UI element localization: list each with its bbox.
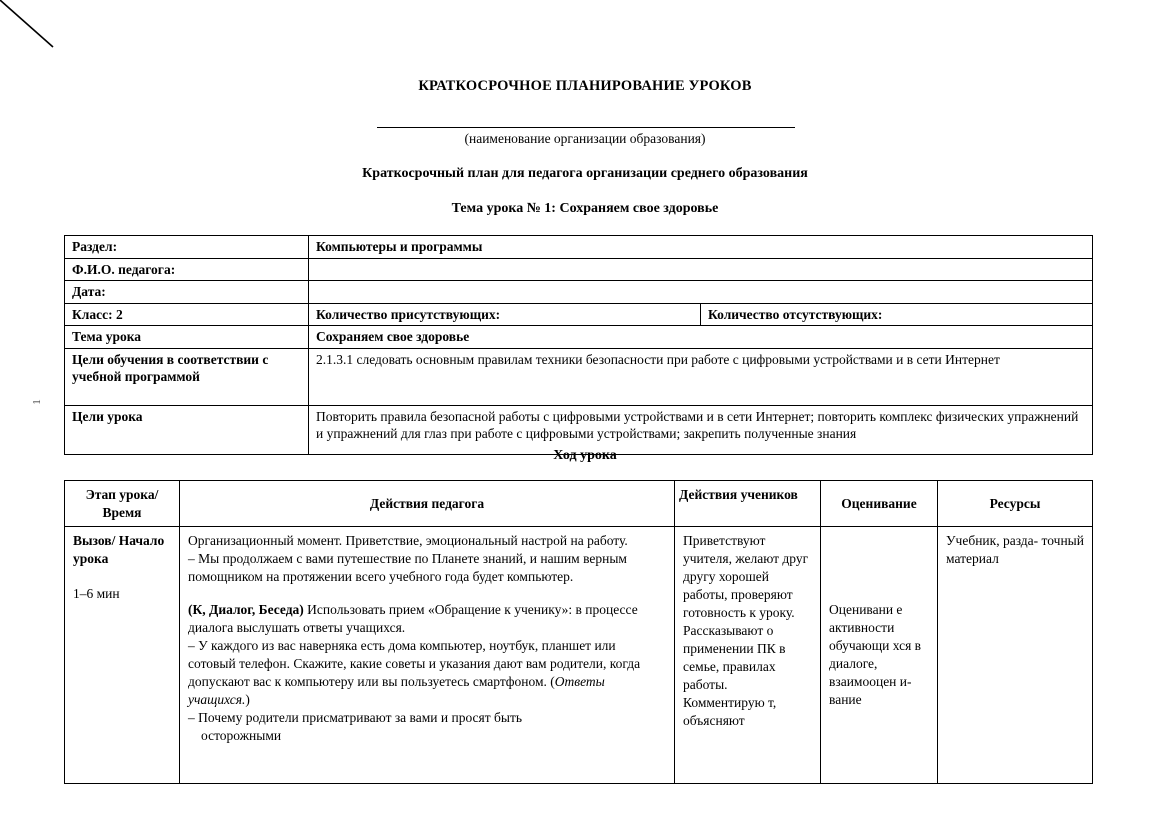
teacher-paragraph-5: – Почему родители присматривают за вами и просят быть [188, 709, 523, 725]
teacher-paragraph-4 [188, 637, 666, 709]
info-value-absent-count: Количество отсутствующих: [701, 303, 1093, 326]
teacher-paragraph-3-rest: Использовать прием «Обращение к ученику»: в процессе диалога выслушать ответы учащихся. [188, 601, 638, 635]
stage-time: 1–6 мин [73, 586, 120, 601]
table-row [65, 326, 1093, 349]
table-row [65, 236, 1093, 259]
teacher-paragraph-4a: – У каждого из вас наверняка есть дома компьютер, ноутбук, планшет или сотовый телефон. Скажите, какие советы и указания дают вам родители, когда допускают вас к компьютеру или вы пользуетесь смартфоном. ( [188, 637, 641, 689]
table-row [65, 303, 1093, 326]
paragraph-spacer [188, 586, 666, 601]
table-row [65, 281, 1093, 304]
page-number: 1 [31, 399, 43, 405]
info-label-teacher-name: Ф.И.О. педагога: [65, 258, 309, 281]
lesson-info-table [64, 235, 1093, 455]
info-label-date: Дата: [65, 281, 309, 304]
teacher-paragraph-2: – Мы продолжаем с вами путешествие по Планете знаний, и нашим верным помощником на протяжении всего учебного года будет компьютер. [188, 551, 627, 584]
info-label-curriculum-objectives: Цели обучения в соответствии с учебной программой [65, 348, 309, 405]
info-value-teacher-name [309, 258, 1093, 281]
document-subtitle-plan: Краткосрочный план для педагога организации среднего образования [362, 166, 808, 181]
column-header-student-actions: Действия учеников [675, 481, 821, 527]
column-header-stage: Этап урока/ Время [65, 481, 180, 527]
info-value-date [309, 281, 1093, 304]
info-label-lesson-topic: Тема урока [65, 326, 309, 349]
organization-name-rule [377, 127, 795, 128]
teacher-paragraph-1: Организационный момент. Приветствие, эмоциональный настрой на работу. [188, 533, 628, 549]
teacher-paragraph-4b: ) [245, 691, 250, 707]
table-row [65, 258, 1093, 281]
info-value-lesson-objectives: Повторить правила безопасной работы с цифровыми устройствами и в сети Интернет; повторить комплекс физических упражнений и упражнений для глаз при работе с цифровыми устройствами; закрепить полученные знания [309, 405, 1093, 454]
page-title: КРАТКОСРОЧНОЕ ПЛАНИРОВАНИЕ УРОКОВ [418, 78, 752, 94]
info-label-section: Раздел: [65, 236, 309, 259]
info-label-lesson-objectives: Цели урока [65, 405, 309, 454]
cell-teacher-actions [180, 527, 675, 784]
cell-student-actions: Приветствуют учителя, желают друг другу хорошей работы, проверяют готовность к уроку. Рассказывают о применении ПК в семье, правилах работы. Комментирую т, объясняют [675, 527, 821, 784]
corner-fold-mark [0, 0, 60, 52]
teacher-paragraph-5-continuation: осторожными [201, 727, 282, 743]
info-label-class: Класс: 2 [65, 303, 309, 326]
column-header-assessment: Оценивание [821, 481, 938, 527]
teacher-paragraph-4-italic: Ответы учащихся. [188, 673, 605, 707]
cell-resources: Учебник, разда- точный материал [938, 527, 1093, 784]
info-value-curriculum-objectives: 2.1.3.1 следовать основным правилам техники безопасности при работе с цифровыми устройствами и в сети Интернет [309, 348, 1093, 405]
table-row [65, 527, 1093, 784]
table-row [65, 348, 1093, 405]
cell-assessment: Оценивани е активности обучающи хся в диалоге, взаимооцен и- вание [821, 527, 938, 784]
teacher-paragraph-3 [188, 601, 666, 637]
table-row [65, 405, 1093, 454]
section-heading-lesson-flow: Ход урока [553, 448, 617, 463]
table-header-row [65, 481, 1093, 527]
lesson-flow-table [64, 480, 1093, 784]
teacher-method-tag: (К, Диалог, Беседа) [188, 601, 304, 617]
info-value-present-count: Количество присутствующих: [309, 303, 701, 326]
organization-name-caption: (наименование организации образования) [464, 131, 706, 146]
column-header-resources: Ресурсы [938, 481, 1093, 527]
info-value-section: Компьютеры и программы [309, 236, 1093, 259]
info-value-lesson-topic: Сохраняем свое здоровье [309, 326, 1093, 349]
document-subtitle-topic: Тема урока № 1: Сохраняем свое здоровье [451, 201, 719, 216]
cell-stage [65, 527, 180, 784]
stage-title: Вызов/ Начало урока [73, 533, 165, 567]
column-header-teacher-actions: Действия педагога [180, 481, 675, 527]
